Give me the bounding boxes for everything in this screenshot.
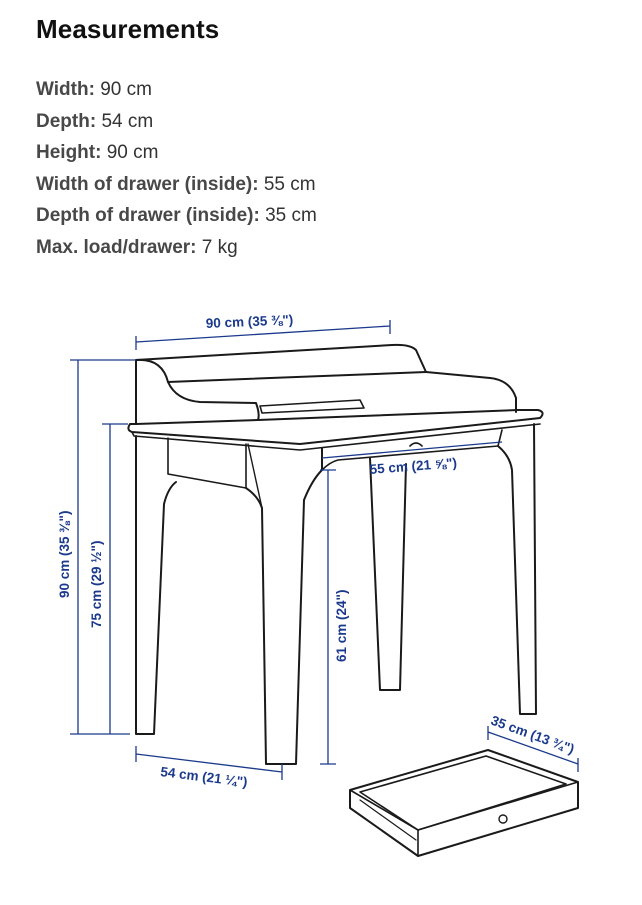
dim-table-height-line bbox=[102, 424, 128, 734]
drawer-front-top bbox=[350, 782, 578, 830]
spec-value: 90 cm bbox=[106, 142, 159, 163]
spec-value: 90 cm bbox=[100, 79, 152, 100]
desk-cable-slot bbox=[260, 400, 364, 413]
drawer-outer-rim bbox=[350, 750, 578, 856]
desk-leg-back-right bbox=[498, 424, 536, 714]
desk-leg-inner-edge bbox=[248, 444, 262, 508]
desk-drawer-handle bbox=[410, 443, 422, 446]
spec-value: 54 cm bbox=[101, 110, 154, 132]
spec-value: 35 cm bbox=[265, 205, 317, 226]
spec-label: Width of drawer (inside): bbox=[36, 173, 259, 195]
desk-leg-front-middle bbox=[246, 448, 322, 764]
desk-tabletop bbox=[128, 410, 542, 444]
dimension-lines bbox=[70, 320, 578, 780]
spec-label: Height: bbox=[36, 142, 102, 163]
spec-label: Depth of drawer (inside): bbox=[36, 205, 260, 226]
dim-width-label: 90 cm (35 ⅜") bbox=[205, 312, 294, 331]
page-title: Measurements bbox=[36, 14, 220, 44]
drawer-knob bbox=[499, 815, 507, 823]
dimension-labels bbox=[57, 312, 576, 789]
dim-height-label: 90 cm (35 ⅜") bbox=[57, 510, 72, 598]
desk-left-side-panel bbox=[136, 360, 259, 424]
spec-label: Depth: bbox=[36, 110, 97, 132]
spec-value: 55 cm bbox=[263, 173, 316, 195]
dim-clearance-label: 61 cm (24") bbox=[334, 589, 349, 662]
dim-drawer-width-label: 55 cm (21 ⅝") bbox=[369, 455, 458, 477]
dim-drawer-depth-label: 35 cm (13 ¾") bbox=[488, 712, 577, 757]
dim-table-height-label: 75 cm (29 ½") bbox=[89, 540, 104, 628]
desk-back-panel-front bbox=[168, 372, 426, 382]
spec-max-load bbox=[36, 232, 317, 264]
drawer-drawing bbox=[350, 750, 578, 856]
spec-drawer-width bbox=[36, 169, 317, 201]
spec-value: 7 kg bbox=[201, 236, 238, 258]
dim-depth-label: 54 cm (21 ¼") bbox=[159, 764, 249, 790]
desk-right-side-panel bbox=[426, 372, 516, 412]
spec-drawer-depth bbox=[36, 200, 317, 232]
spec-label: Max. load/drawer: bbox=[36, 236, 197, 258]
spec-label: Width: bbox=[36, 79, 95, 100]
desk-drawing bbox=[128, 345, 542, 764]
desk-dimension-diagram bbox=[0, 300, 642, 905]
desk-leg-back-middle bbox=[370, 458, 406, 690]
spec-depth bbox=[36, 106, 317, 138]
measurements-list bbox=[36, 74, 317, 263]
spec-height bbox=[36, 137, 317, 169]
desk-leg-front-left bbox=[136, 436, 176, 734]
spec-width bbox=[36, 74, 317, 106]
desk-back-gallery bbox=[136, 345, 426, 372]
